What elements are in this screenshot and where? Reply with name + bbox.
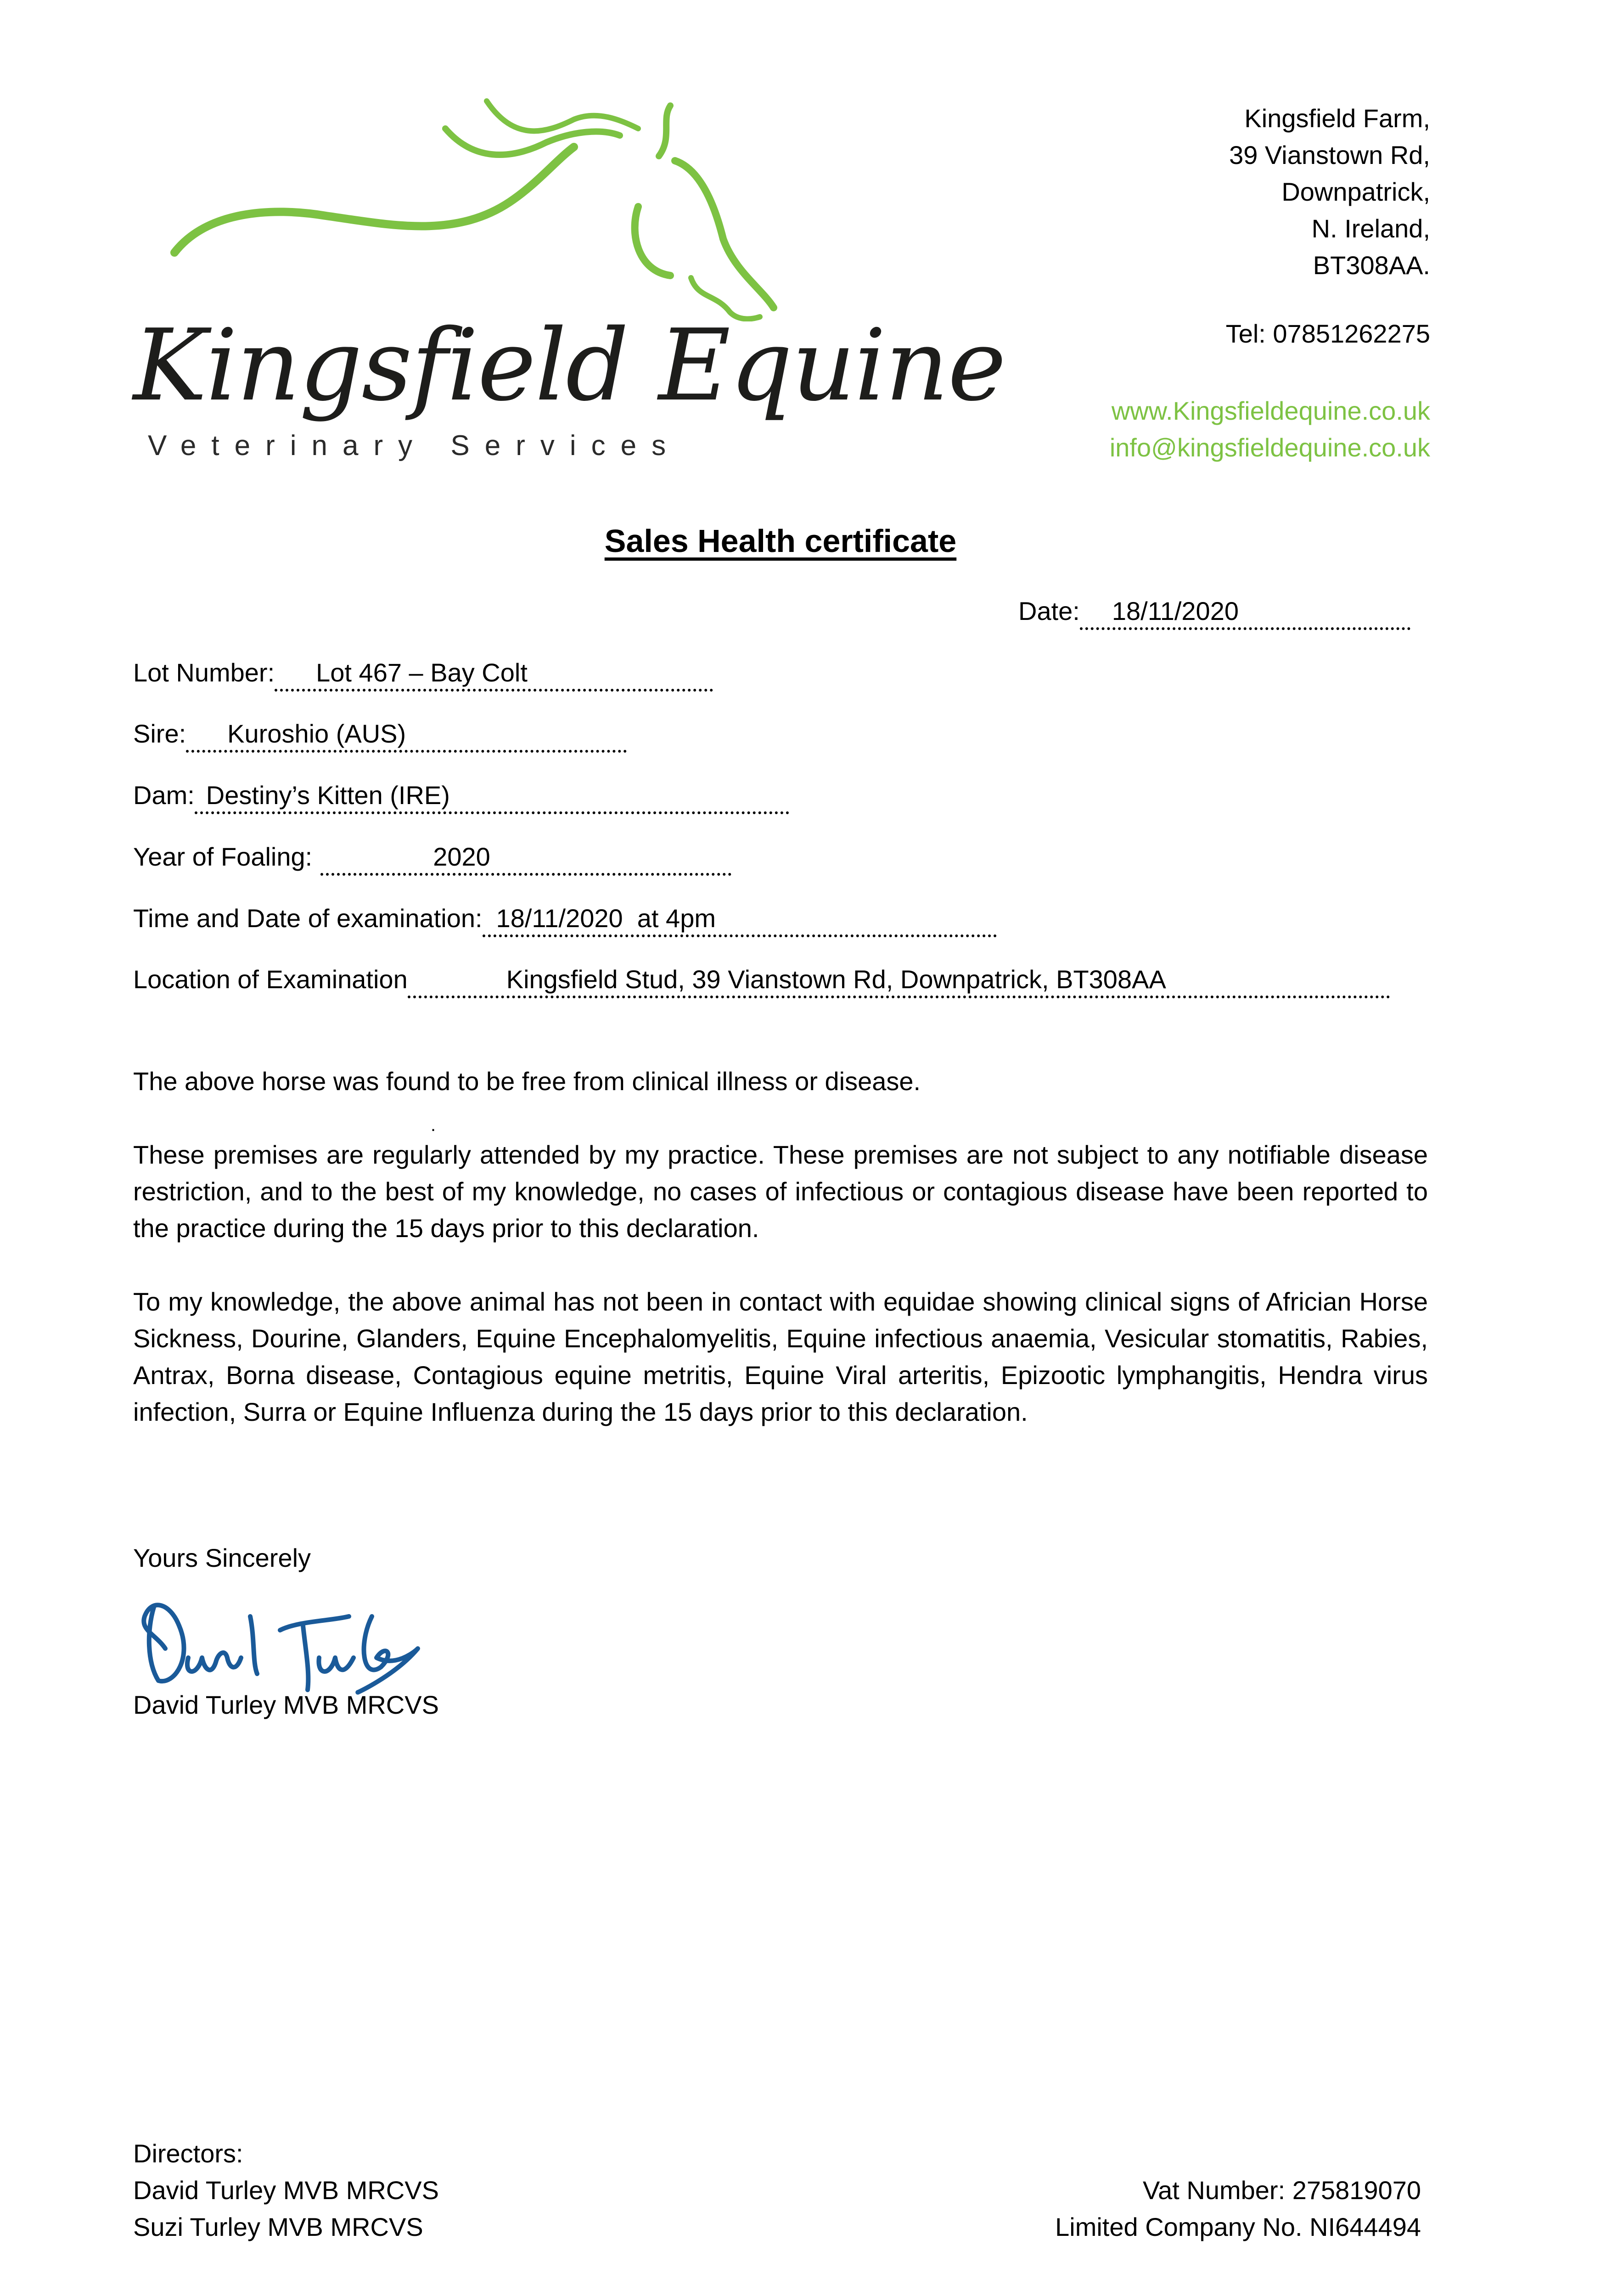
brand-subtitle: Veterinary Services bbox=[148, 430, 681, 461]
horse-head-icon bbox=[133, 92, 849, 321]
field-label: Location of Examination bbox=[133, 965, 408, 994]
director-name: Suzi Turley MVB MRCVS bbox=[133, 2212, 423, 2241]
company-registration bbox=[1055, 2172, 1421, 2245]
field-value: Lot 467 – Bay Colt bbox=[275, 657, 713, 692]
vat-number: Vat Number: 275819070 bbox=[1142, 2176, 1421, 2205]
field-value: 2020 bbox=[320, 841, 731, 876]
exam-time-date-field bbox=[133, 902, 997, 937]
date-label: Date: bbox=[1018, 597, 1080, 625]
year-of-foaling-field bbox=[133, 841, 731, 876]
website-link[interactable]: www.Kingsfieldequine.co.uk bbox=[1111, 396, 1430, 425]
address-line: N. Ireland, bbox=[1311, 214, 1430, 243]
directors-label: Directors: bbox=[133, 2139, 243, 2168]
lot-number-field bbox=[133, 657, 713, 692]
document-title: Sales Health certificate bbox=[604, 523, 957, 559]
field-label: Time and Date of examination: bbox=[133, 904, 483, 933]
sire-field bbox=[133, 718, 627, 753]
health-statement: The above horse was found to be free from clinical illness or disease. bbox=[133, 1067, 921, 1096]
address-line: 39 Vianstown Rd, bbox=[1229, 141, 1430, 169]
exam-location-field bbox=[133, 963, 1390, 998]
address-line: BT308AA. bbox=[1313, 251, 1430, 280]
field-label: Year of Foaling: bbox=[133, 842, 313, 871]
brand-name: Kingsfield Equine bbox=[133, 308, 1005, 423]
premises-statement: These premises are regularly attended by my practice. These premises are not subject to any notifiable disease restriction, and to the best of my knowledge, no cases of infectious or contagious disease have been reported to the practice during the 15 days prior to this declaration. bbox=[133, 1140, 1428, 1243]
field-value: Destiny’s Kitten (IRE) bbox=[195, 779, 789, 814]
date-field bbox=[1018, 595, 1410, 630]
telephone: Tel: 07851262275 bbox=[1225, 319, 1430, 348]
field-label: Sire: bbox=[133, 719, 186, 748]
stray-mark: . bbox=[431, 1115, 436, 1135]
date-value: 18/11/2020 bbox=[1080, 595, 1410, 630]
directors-block bbox=[133, 2135, 439, 2245]
company-logo bbox=[133, 92, 1005, 468]
web-contacts bbox=[1110, 393, 1430, 466]
signature-icon bbox=[138, 1589, 422, 1699]
field-value: 18/11/2020 at 4pm bbox=[483, 902, 997, 937]
email-link[interactable]: info@kingsfieldequine.co.uk bbox=[1109, 433, 1430, 462]
address-line: Kingsfield Farm, bbox=[1244, 104, 1430, 133]
contact-statement: To my knowledge, the above animal has not been in contact with equidae showing clinical signs of Africian Horse Sickness, Dourine, Glanders, Equine Encephalomyelitis, Equine infectious anaemia, Vesicular stomatitis, Rabies, Antrax, Borna disease, Contagious equine metritis, Equine Viral arteritis, Epizootic lymphangitis, Hendra virus infection, Surra or Equine Influenza during the 15 days prior to this declaration. bbox=[133, 1287, 1428, 1426]
address-line: Downpatrick, bbox=[1281, 177, 1430, 206]
field-value: Kuroshio (AUS) bbox=[186, 718, 627, 753]
closing-salutation: Yours Sincerely bbox=[133, 1543, 311, 1572]
field-value: Kingsfield Stud, 39 Vianstown Rd, Downpatrick, BT308AA bbox=[408, 963, 1390, 998]
company-number: Limited Company No. NI644494 bbox=[1055, 2212, 1421, 2241]
signer-name: David Turley MVB MRCVS bbox=[133, 1690, 439, 1719]
field-label: Lot Number: bbox=[133, 658, 275, 687]
field-label: Dam: bbox=[133, 781, 195, 810]
director-name: David Turley MVB MRCVS bbox=[133, 2176, 439, 2205]
dam-field bbox=[133, 779, 789, 814]
company-address bbox=[1229, 100, 1430, 284]
